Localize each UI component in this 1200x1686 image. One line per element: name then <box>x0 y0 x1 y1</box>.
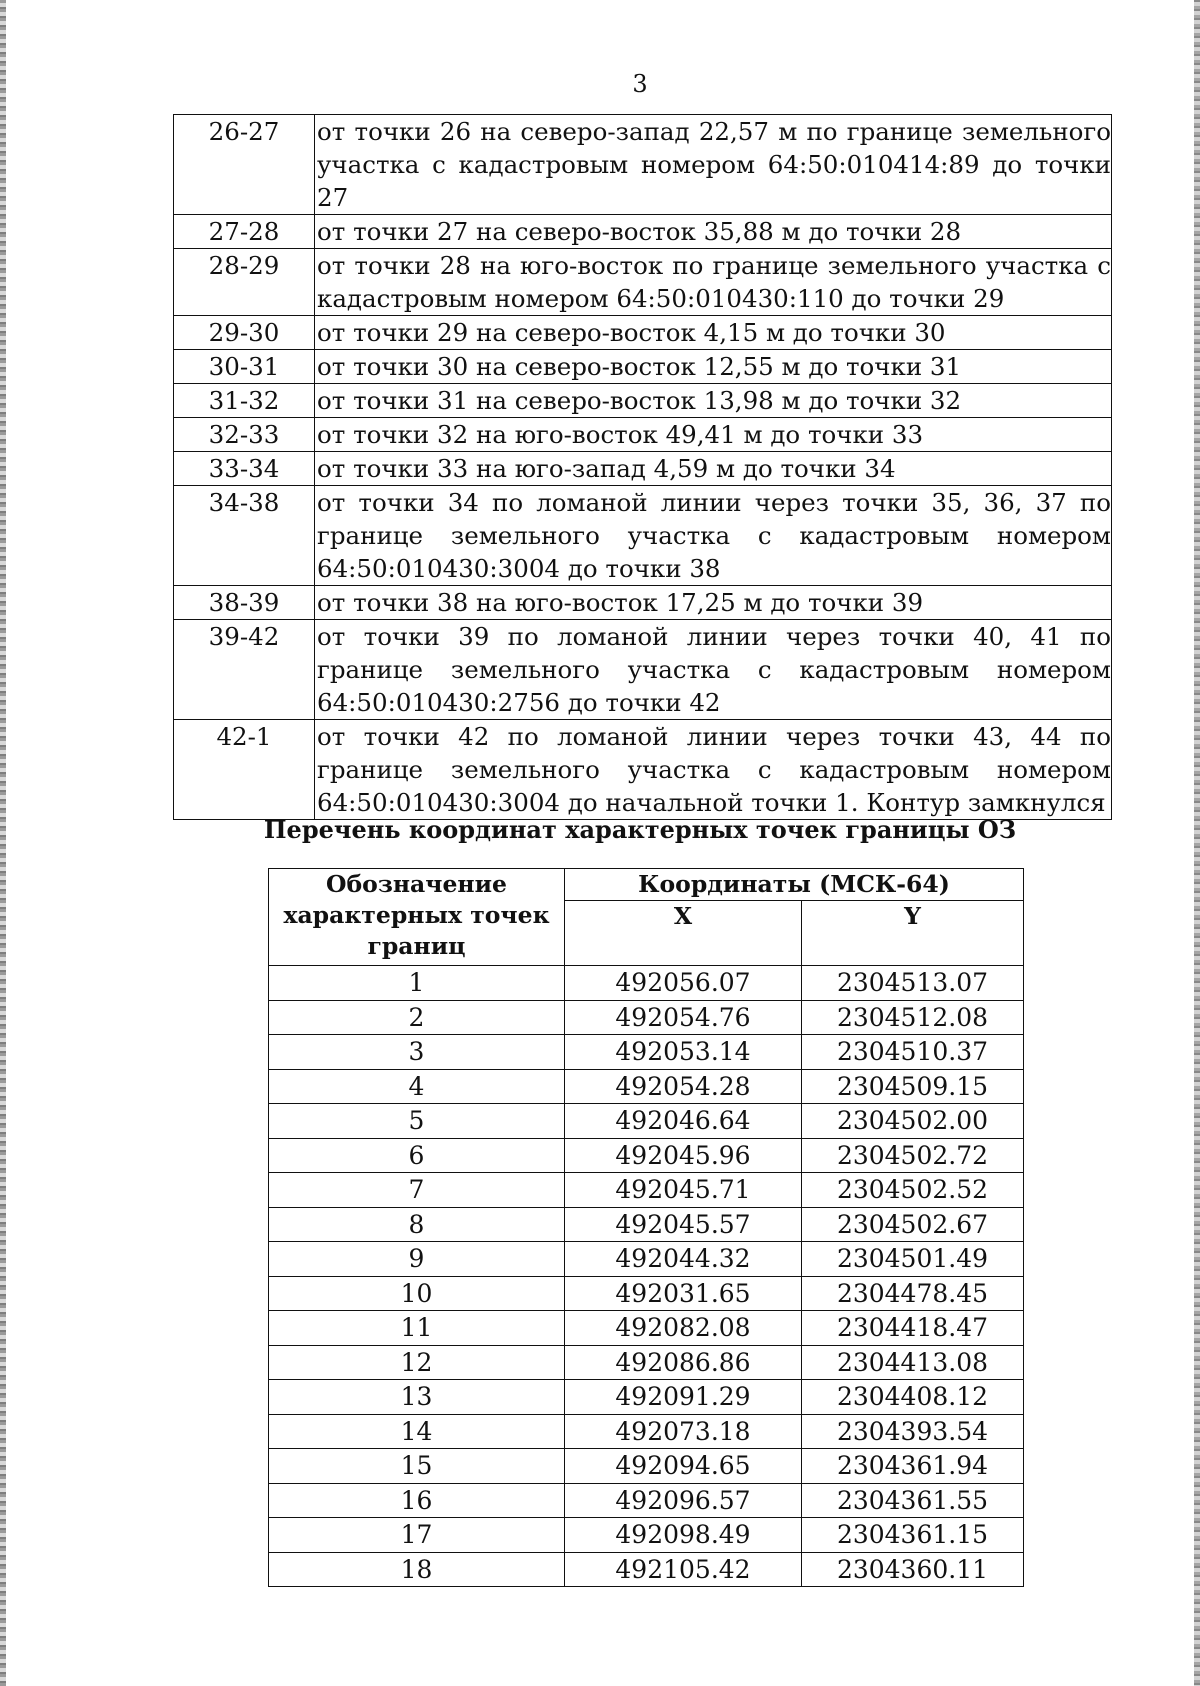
coordinate-y: 2304360.11 <box>802 1552 1024 1587</box>
route-row <box>174 418 1112 452</box>
coordinate-row <box>269 1138 1024 1173</box>
point-number: 2 <box>269 1000 565 1035</box>
coordinate-row <box>269 1035 1024 1070</box>
coordinate-row <box>269 1483 1024 1518</box>
route-segment: 28-29 <box>174 249 315 316</box>
route-segment: 29-30 <box>174 316 315 350</box>
header-coordinates-system: Координаты (МСК-64) <box>565 869 1024 901</box>
coordinate-y: 2304512.08 <box>802 1000 1024 1035</box>
route-description: от точки 27 на северо-восток 35,88 м до точки 28 <box>315 215 1112 249</box>
coordinate-y: 2304509.15 <box>802 1069 1024 1104</box>
route-segment: 39-42 <box>174 620 315 720</box>
coordinate-x: 492031.65 <box>565 1276 802 1311</box>
route-description: от точки 32 на юго-восток 49,41 м до точки 33 <box>315 418 1112 452</box>
point-number: 5 <box>269 1104 565 1139</box>
coordinate-y: 2304502.52 <box>802 1173 1024 1208</box>
coordinate-x: 492054.28 <box>565 1069 802 1104</box>
coordinate-row <box>269 1414 1024 1449</box>
route-description: от точки 38 на юго-восток 17,25 м до точки 39 <box>315 586 1112 620</box>
coordinate-x: 492073.18 <box>565 1414 802 1449</box>
boundary-description-table <box>173 114 1112 820</box>
route-row <box>174 384 1112 418</box>
coordinate-row <box>269 1518 1024 1553</box>
header-y: Y <box>802 901 1024 966</box>
coordinate-row <box>269 1000 1024 1035</box>
point-number: 9 <box>269 1242 565 1277</box>
point-number: 12 <box>269 1345 565 1380</box>
coordinate-y: 2304513.07 <box>802 966 1024 1001</box>
route-description: от точки 42 по ломаной линии через точки 43, 44 по границе земельного участка с кадастровым номером 64:50:010430:3004 до начальной точки 1. Контур замкнулся <box>315 720 1112 820</box>
coordinate-y: 2304361.15 <box>802 1518 1024 1553</box>
point-number: 8 <box>269 1207 565 1242</box>
point-number: 6 <box>269 1138 565 1173</box>
coordinate-row <box>269 1449 1024 1484</box>
coordinate-y: 2304413.08 <box>802 1345 1024 1380</box>
point-number: 1 <box>269 966 565 1001</box>
boundary-description-body <box>174 115 1112 820</box>
route-row <box>174 215 1112 249</box>
route-description: от точки 26 на северо-запад 22,57 м по границе земельного участка с кадастровым номером 64:50:010414:89 до точки 27 <box>315 115 1112 215</box>
coordinate-x: 492098.49 <box>565 1518 802 1553</box>
route-row <box>174 249 1112 316</box>
route-row <box>174 350 1112 384</box>
coordinate-x: 492045.57 <box>565 1207 802 1242</box>
coordinate-row <box>269 1345 1024 1380</box>
route-description: от точки 33 на юго-запад 4,59 м до точки 34 <box>315 452 1112 486</box>
point-number: 13 <box>269 1380 565 1415</box>
coordinate-row <box>269 1552 1024 1587</box>
coordinates-table-body <box>269 966 1024 1587</box>
coordinate-row <box>269 1311 1024 1346</box>
coordinate-row <box>269 1380 1024 1415</box>
coordinate-x: 492046.64 <box>565 1104 802 1139</box>
route-segment: 30-31 <box>174 350 315 384</box>
route-row <box>174 115 1112 215</box>
coordinate-y: 2304501.49 <box>802 1242 1024 1277</box>
point-number: 10 <box>269 1276 565 1311</box>
header-point-designation: Обозначение характерных точек границ <box>269 869 565 966</box>
coordinate-x: 492056.07 <box>565 966 802 1001</box>
coordinate-x: 492045.71 <box>565 1173 802 1208</box>
point-number: 18 <box>269 1552 565 1587</box>
coordinate-x: 492086.86 <box>565 1345 802 1380</box>
coordinate-row <box>269 1069 1024 1104</box>
coordinate-y: 2304418.47 <box>802 1311 1024 1346</box>
coordinate-x: 492044.32 <box>565 1242 802 1277</box>
route-row <box>174 720 1112 820</box>
coordinate-y: 2304408.12 <box>802 1380 1024 1415</box>
route-segment: 42-1 <box>174 720 315 820</box>
coordinate-y: 2304502.00 <box>802 1104 1024 1139</box>
coordinate-y: 2304478.45 <box>802 1276 1024 1311</box>
coordinate-x: 492091.29 <box>565 1380 802 1415</box>
coordinates-table <box>268 868 1024 1587</box>
route-description: от точки 28 на юго-восток по границе земельного участка с кадастровым номером 64:50:010430:110 до точки 29 <box>315 249 1112 316</box>
coordinate-x: 492053.14 <box>565 1035 802 1070</box>
coordinate-y: 2304502.67 <box>802 1207 1024 1242</box>
coordinate-x: 492094.65 <box>565 1449 802 1484</box>
coordinate-x: 492045.96 <box>565 1138 802 1173</box>
route-row <box>174 620 1112 720</box>
route-description: от точки 31 на северо-восток 13,98 м до точки 32 <box>315 384 1112 418</box>
route-segment: 33-34 <box>174 452 315 486</box>
coordinate-row <box>269 966 1024 1001</box>
route-row <box>174 586 1112 620</box>
coordinates-list-title: Перечень координат характерных точек границы ОЗ <box>263 815 1017 844</box>
header-x: X <box>565 901 802 966</box>
point-number: 3 <box>269 1035 565 1070</box>
point-number: 17 <box>269 1518 565 1553</box>
coordinate-row <box>269 1276 1024 1311</box>
route-segment: 38-39 <box>174 586 315 620</box>
route-description: от точки 30 на северо-восток 12,55 м до точки 31 <box>315 350 1112 384</box>
route-row <box>174 316 1112 350</box>
route-segment: 27-28 <box>174 215 315 249</box>
route-row <box>174 486 1112 586</box>
point-number: 4 <box>269 1069 565 1104</box>
route-description: от точки 39 по ломаной линии через точки 40, 41 по границе земельного участка с кадастровым номером 64:50:010430:2756 до точки 42 <box>315 620 1112 720</box>
route-row <box>174 452 1112 486</box>
point-number: 7 <box>269 1173 565 1208</box>
coordinate-x: 492105.42 <box>565 1552 802 1587</box>
coordinate-row <box>269 1242 1024 1277</box>
route-segment: 32-33 <box>174 418 315 452</box>
point-number: 16 <box>269 1483 565 1518</box>
coordinate-y: 2304361.55 <box>802 1483 1024 1518</box>
point-number: 14 <box>269 1414 565 1449</box>
coordinate-row <box>269 1173 1024 1208</box>
coordinate-row <box>269 1207 1024 1242</box>
coordinate-y: 2304361.94 <box>802 1449 1024 1484</box>
coordinate-y: 2304510.37 <box>802 1035 1024 1070</box>
route-segment: 31-32 <box>174 384 315 418</box>
coordinate-x: 492082.08 <box>565 1311 802 1346</box>
header-row-top <box>269 869 1024 901</box>
coordinate-y: 2304502.72 <box>802 1138 1024 1173</box>
route-segment: 26-27 <box>174 115 315 215</box>
coordinate-y: 2304393.54 <box>802 1414 1024 1449</box>
coordinates-table-header <box>269 869 1024 966</box>
point-number: 15 <box>269 1449 565 1484</box>
page-number: 3 <box>632 70 648 98</box>
point-number: 11 <box>269 1311 565 1346</box>
route-description: от точки 34 по ломаной линии через точки 35, 36, 37 по границе земельного участка с кадастровым номером 64:50:010430:3004 до точки 38 <box>315 486 1112 586</box>
coordinate-x: 492096.57 <box>565 1483 802 1518</box>
route-segment: 34-38 <box>174 486 315 586</box>
route-description: от точки 29 на северо-восток 4,15 м до точки 30 <box>315 316 1112 350</box>
coordinate-row <box>269 1104 1024 1139</box>
coordinate-x: 492054.76 <box>565 1000 802 1035</box>
